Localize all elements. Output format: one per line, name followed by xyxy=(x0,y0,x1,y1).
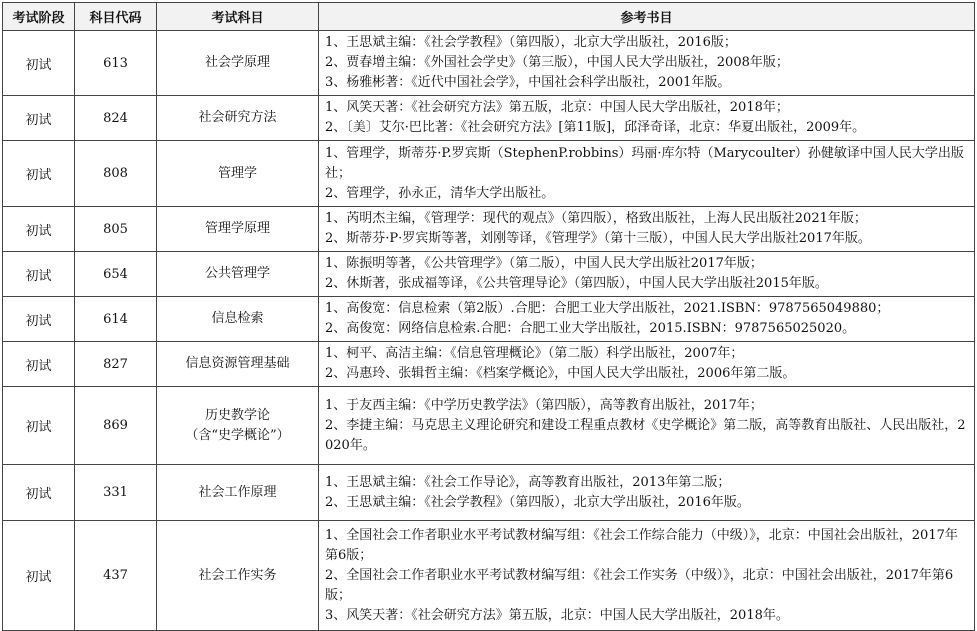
reference-item: 2、斯蒂芬·P·罗宾斯等著，刘刚等译，《管理学》（第十三版），中国人民大学出版社2017年版。 xyxy=(325,231,871,246)
cell-code: 331 xyxy=(75,465,157,521)
cell-code: 613 xyxy=(75,31,157,96)
cell-subject xyxy=(157,31,319,96)
cell-books xyxy=(319,207,975,252)
cell-code: 805 xyxy=(75,207,157,252)
reference-item: 1、王思斌主编：《社会工作导论》，高等教育出版社，2013年第二版； xyxy=(325,474,731,490)
cell-code: 869 xyxy=(75,387,157,465)
reference-item: 2、管理学，孙永正，清华大学出版社。 xyxy=(325,185,555,201)
table-row xyxy=(3,96,975,141)
reference-item: 1、高俊宽：信息检索（第2版）.合肥：合肥工业大学出版社，2021.ISBN：9787565049880； xyxy=(325,301,890,316)
cell-code: 827 xyxy=(75,342,157,387)
header-code: 科目代码 xyxy=(75,3,157,31)
cell-code: 614 xyxy=(75,297,157,342)
subject-name: 信息检索 xyxy=(211,311,264,326)
cell-books xyxy=(319,96,975,141)
cell-subject xyxy=(157,141,319,207)
subject-name: 社会研究方法 xyxy=(198,110,277,125)
reference-item: 1、柯平、高洁主编：《信息管理概论》（第二版）科学出版社，2007年； xyxy=(325,346,744,361)
cell-books xyxy=(319,141,975,207)
cell-stage: 初试 xyxy=(3,465,75,521)
reference-item: 2、高俊宽：网络信息检索.合肥：合肥工业大学出版社，2015.ISBN：9787565025020。 xyxy=(325,321,856,336)
cell-stage: 初试 xyxy=(3,207,75,252)
subject-name: 管理学原理 xyxy=(204,221,270,236)
cell-stage: 初试 xyxy=(3,141,75,207)
table-row xyxy=(3,252,975,297)
reference-item: 3、杨雅彬著：《近代中国社会学》，中国社会科学出版社，2001年版。 xyxy=(325,75,731,90)
table-row xyxy=(3,521,975,631)
reference-item: 1、风笑天著：《社会研究方法》第五版，北京：中国人民大学出版社，2018年； xyxy=(325,100,789,115)
cell-books xyxy=(319,342,975,387)
reference-item: 2、全国社会工作者职业水平考试教材编写组：《社会工作实务（中级）》，北京：中国社会出版社，2017年第6版； xyxy=(325,567,954,603)
subject-name: 社会工作原理 xyxy=(198,484,277,500)
cell-books xyxy=(319,252,975,297)
subject-name: 信息资源管理基础 xyxy=(185,356,290,371)
cell-subject xyxy=(157,465,319,521)
cell-books xyxy=(319,297,975,342)
reference-item: 1、管理学，斯蒂芬·P.罗宾斯（StephenP.robbins）玛丽·库尔特（Marycoulter）孙健敏译中国人民大学出版社； xyxy=(325,145,964,181)
cell-subject xyxy=(157,387,319,465)
cell-books xyxy=(319,387,975,465)
reference-item: 2、李捷主编：马克思主义理论研究和建设工程重点教材《史学概论》第二版，高等教育出版社、人民出版社，2020年。 xyxy=(325,417,966,453)
cell-subject xyxy=(157,342,319,387)
header-stage: 考试阶段 xyxy=(3,3,75,31)
reference-item: 2、贾春增主编：《外国社会学史》（第三版），中国人民大学出版社，2008年版； xyxy=(325,55,789,70)
table-row xyxy=(3,297,975,342)
cell-stage: 初试 xyxy=(3,342,75,387)
reference-item: 1、陈振明等著，《公共管理学》（第二版），中国人民大学出版社2017年版； xyxy=(325,256,763,271)
header-subject: 考试科目 xyxy=(157,3,319,31)
subject-note: （含“史学概论”） xyxy=(185,427,290,443)
reference-item: 2、王思斌主编：《社会学教程》（第四版），北京大学出版社，2016年版。 xyxy=(325,494,750,510)
cell-subject xyxy=(157,252,319,297)
table-row xyxy=(3,465,975,521)
reference-item: 2、〔美〕艾尔·巴比著：《社会研究方法》[第11版]，邱泽奇译，北京：华夏出版社，2009年。 xyxy=(325,120,866,135)
table-row xyxy=(3,31,975,96)
cell-books xyxy=(319,31,975,96)
table-row xyxy=(3,387,975,465)
cell-subject xyxy=(157,521,319,631)
subject-name: 管理学 xyxy=(217,165,257,181)
header-row xyxy=(3,3,975,31)
cell-code: 808 xyxy=(75,141,157,207)
cell-stage: 初试 xyxy=(3,96,75,141)
reference-item: 3、风笑天著：《社会研究方法》第五版，北京：中国人民大学出版社，2018年。 xyxy=(325,607,789,623)
reference-item: 1、芮明杰主编，《管理学：现代的观点》（第四版），格致出版社，上海人民出版社2021年版； xyxy=(325,211,867,226)
subject-name: 社会学原理 xyxy=(204,55,270,70)
cell-subject xyxy=(157,297,319,342)
cell-stage: 初试 xyxy=(3,31,75,96)
reference-item: 2、冯惠玲、张辑哲主编：《档案学概论》，中国人民大学出版社，2006年第二版。 xyxy=(325,366,796,381)
cell-books xyxy=(319,521,975,631)
cell-stage: 初试 xyxy=(3,387,75,465)
cell-stage: 初试 xyxy=(3,297,75,342)
table-body xyxy=(3,31,975,631)
cell-code: 824 xyxy=(75,96,157,141)
reference-item: 1、王思斌主编：《社会学教程》（第四版），北京大学出版社，2016版； xyxy=(325,35,737,50)
subject-name: 公共管理学 xyxy=(204,266,270,281)
cell-stage: 初试 xyxy=(3,252,75,297)
cell-code: 654 xyxy=(75,252,157,297)
header-books: 参考书目 xyxy=(319,3,975,31)
table-row xyxy=(3,207,975,252)
table-row xyxy=(3,342,975,387)
table-row xyxy=(3,141,975,207)
subject-name: 历史教学论 xyxy=(204,407,270,423)
reference-book-table xyxy=(2,2,975,631)
reference-item: 1、于友西主编：《中学历史教学法》（第四版），高等教育出版社，2017年； xyxy=(325,397,763,413)
subject-name: 社会工作实务 xyxy=(198,567,277,583)
reference-item: 2、休斯著，张成福等译，《公共管理导论》（第四版），中国人民大学出版社2015年版。 xyxy=(325,276,828,291)
cell-subject xyxy=(157,207,319,252)
cell-books xyxy=(319,465,975,521)
cell-stage: 初试 xyxy=(3,521,75,631)
cell-code: 437 xyxy=(75,521,157,631)
table-wrapper xyxy=(2,2,975,631)
reference-item: 1、全国社会工作者职业水平考试教材编写组：《社会工作综合能力（中级）》，北京：中国社会出版社，2017年第6版； xyxy=(325,527,958,563)
cell-subject xyxy=(157,96,319,141)
